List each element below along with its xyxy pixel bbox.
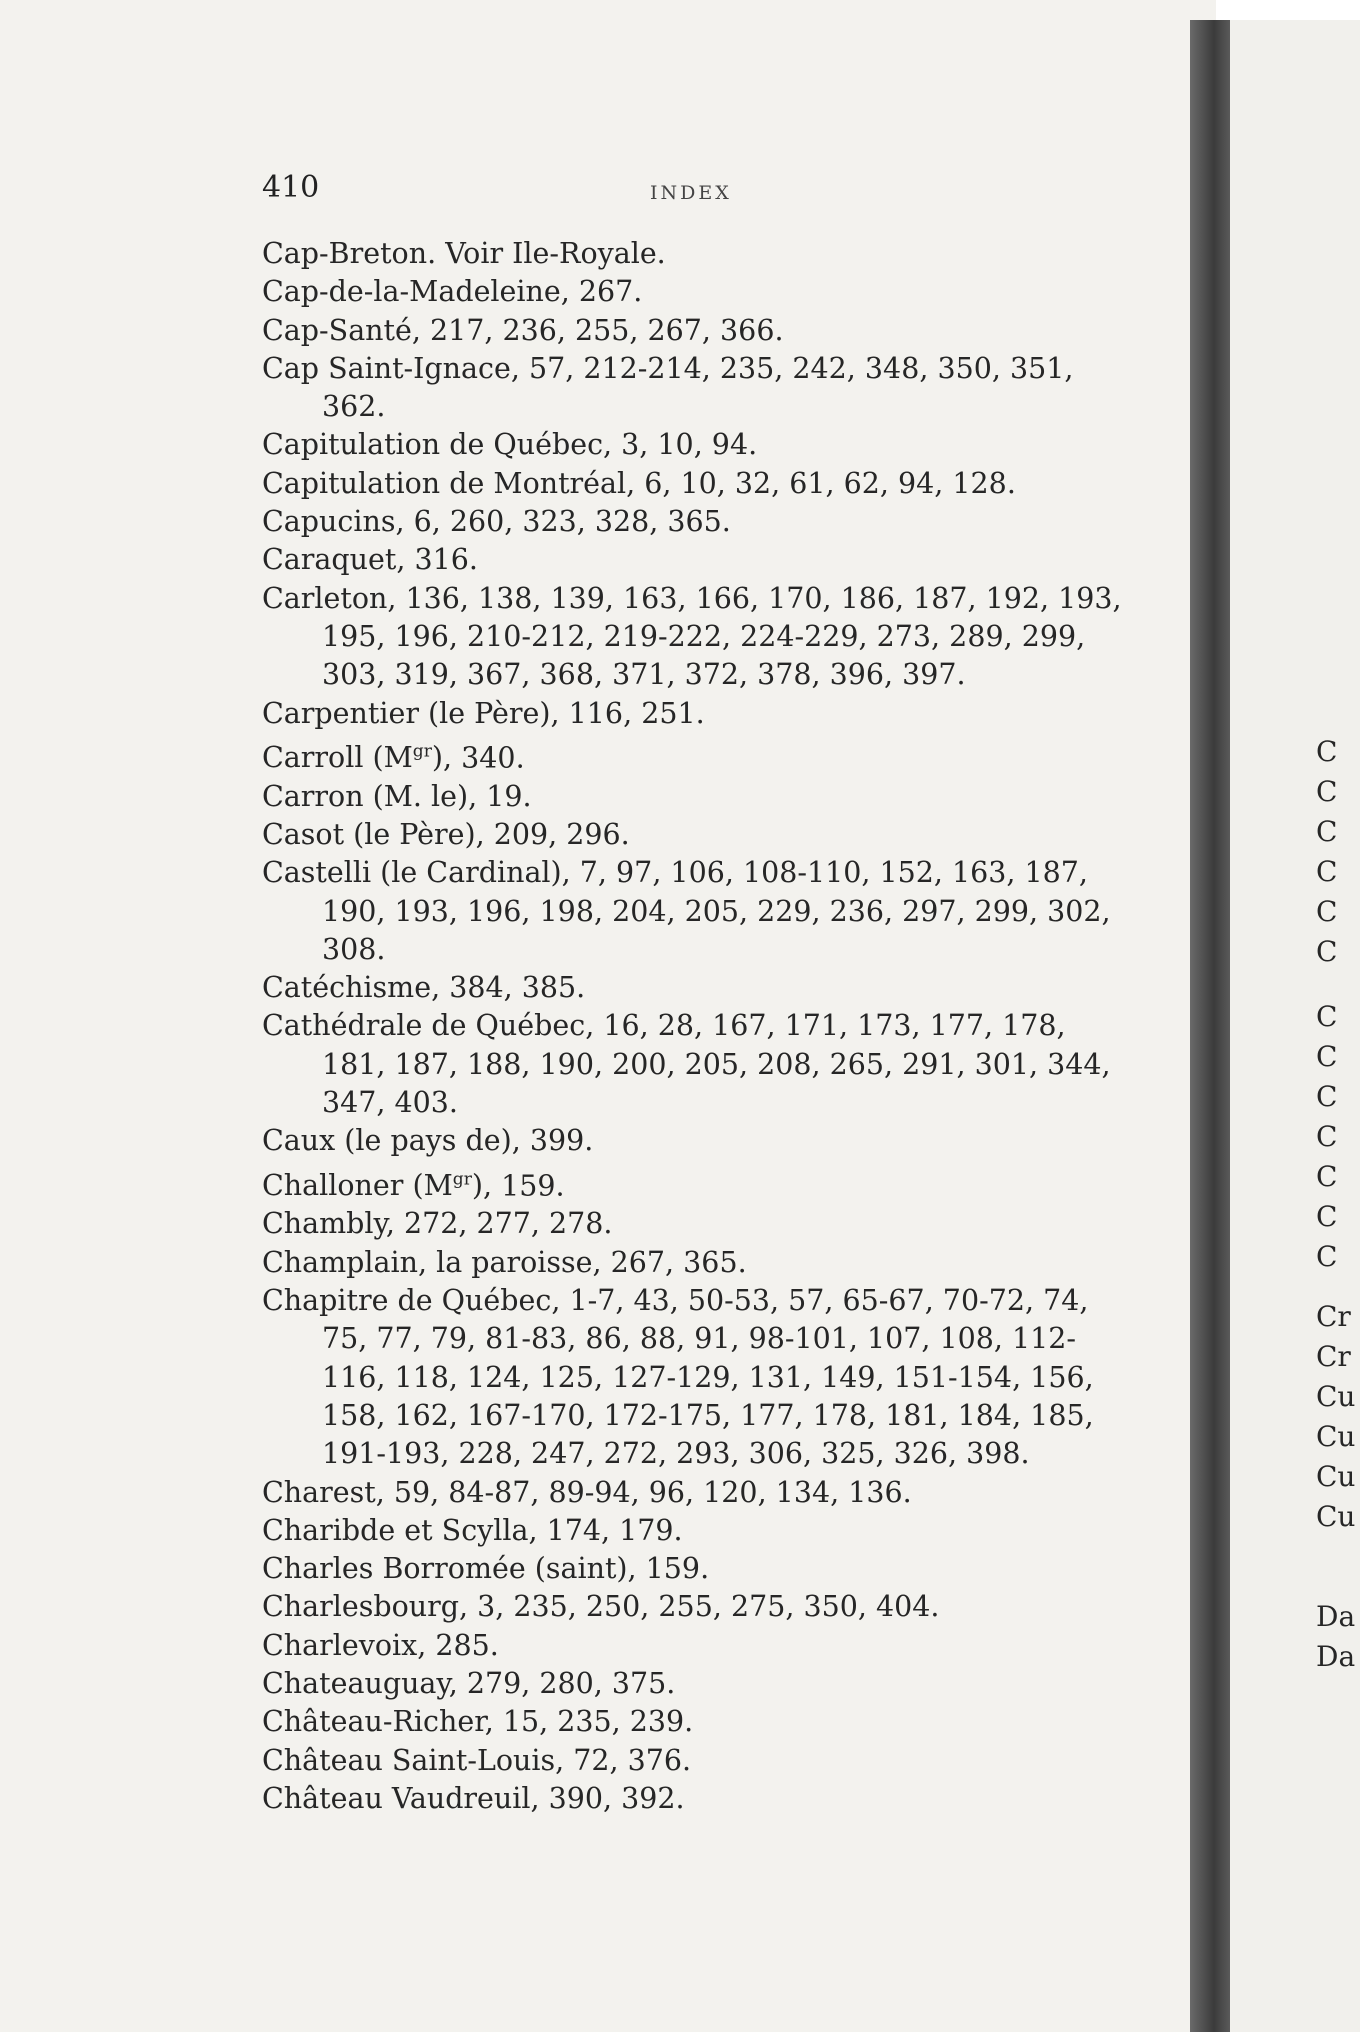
index-page-refs: 59, 84-87, 89-94, 96, 120, 134, 136.	[393, 1475, 912, 1509]
index-entry	[262, 1780, 1122, 1818]
facing-page-letter: Cu	[1316, 1460, 1356, 1493]
index-term: Charlevoix,	[262, 1628, 427, 1662]
index-entry	[262, 503, 1122, 541]
index-term: Castelli (le Cardinal),	[262, 856, 571, 890]
facing-page-letter: Da	[1316, 1640, 1356, 1673]
index-entry	[262, 778, 1122, 816]
index-entry	[262, 312, 1122, 350]
index-entry	[262, 1244, 1122, 1282]
index-entry	[262, 235, 1122, 273]
index-term: Challoner $(M^{gr})$,	[262, 1169, 493, 1203]
facing-page-letter: C	[1316, 1240, 1338, 1273]
index-term: Château-Richer,	[262, 1705, 494, 1739]
index-page-refs: 340.	[461, 741, 525, 775]
index-entry	[262, 854, 1122, 969]
index-entry	[262, 1627, 1122, 1665]
facing-page-letter: C	[1316, 1040, 1338, 1073]
index-page-refs: 285.	[435, 1628, 499, 1662]
index-entry	[262, 1742, 1122, 1780]
facing-page-letter: C	[1316, 735, 1338, 768]
index-page-refs: 57, 212-214, 235, 242, 348, 350, 351, 362.	[322, 351, 1074, 424]
facing-page-letter: C	[1316, 1200, 1338, 1233]
facing-page-letter: C	[1316, 855, 1338, 888]
page-number: 410	[262, 170, 320, 205]
facing-page-letter: Cr	[1316, 1300, 1351, 1333]
index-term: Carron (M. le),	[262, 779, 478, 813]
index-term: Caraquet,	[262, 543, 406, 577]
facing-page-letter: C	[1316, 1080, 1338, 1113]
index-page-refs: 217, 236, 255, 267, 366.	[429, 313, 784, 347]
index-page-refs: 3, 10, 94.	[621, 428, 758, 462]
index-entry	[262, 1588, 1122, 1626]
index-page-refs: 399.	[529, 1124, 594, 1158]
facing-page-letter: Cu	[1316, 1500, 1356, 1533]
index-term: Cap-Santé,	[262, 313, 421, 347]
facing-page-letter: Da	[1316, 1600, 1356, 1633]
index-page-refs: 209, 296.	[493, 817, 630, 851]
index-term: Chateauguay,	[262, 1666, 458, 1700]
facing-page-letter: C	[1316, 895, 1338, 928]
index-entry	[262, 541, 1122, 579]
index-entry	[262, 465, 1122, 503]
facing-page-letter: C	[1316, 1120, 1338, 1153]
index-term: Château Vaudreuil,	[262, 1781, 540, 1815]
facing-page-letter: C	[1316, 815, 1338, 848]
index-page-refs: 15, 235, 239.	[502, 1705, 694, 1739]
index-entry	[262, 1550, 1122, 1588]
index-entry	[262, 1474, 1122, 1512]
index-page-refs: 159.	[501, 1169, 565, 1203]
index-term: Cathédrale de Québec,	[262, 1009, 595, 1043]
index-term: Chapitre de Québec,	[262, 1284, 561, 1318]
index-term: Casot (le Père),	[262, 817, 485, 851]
index-entry	[262, 969, 1122, 1007]
index-term: Château Saint-Louis,	[262, 1743, 565, 1777]
index-entry	[262, 426, 1122, 464]
index-entry	[262, 1122, 1122, 1160]
index-entry	[262, 273, 1122, 311]
index-page-refs: 116, 251.	[568, 696, 705, 730]
index-term: Carleton,	[262, 581, 397, 615]
index-entry	[262, 1161, 1122, 1206]
index-page-refs: Voir Ile-Royale.	[445, 237, 666, 270]
index-page-refs: 72, 376.	[573, 1743, 692, 1777]
index-term: Catéchisme,	[262, 971, 441, 1005]
index-page-refs: 390, 392.	[548, 1781, 685, 1815]
index-page-refs: 159.	[645, 1552, 710, 1586]
index-page-refs: 272, 277, 278.	[403, 1207, 613, 1241]
index-page-refs: 136, 138, 139, 163, 166, 170, 186, 187, 192, 193, 195, 196, 210-212, 219-222, 224-229, 273, 289, 299, 303, 319, 367, 368, 371, 372, 378, 396, 397.	[322, 581, 1122, 692]
index-page-refs: 174, 179.	[546, 1513, 683, 1547]
index-page-refs: 3, 235, 250, 255, 275, 350, 404.	[477, 1590, 940, 1624]
index-term: Charles Borromée (saint),	[262, 1552, 637, 1586]
index-page-refs: 6, 10, 32, 61, 62, 94, 128.	[644, 466, 1016, 500]
facing-page-letter: C	[1316, 935, 1338, 968]
facing-page-fragments	[1316, 0, 1360, 2032]
index-page-refs: 267, 365.	[610, 1245, 747, 1279]
index-term: Carroll $(M^{gr})$,	[262, 741, 453, 775]
book-gutter	[1190, 20, 1230, 2032]
index-term: Charest,	[262, 1475, 385, 1509]
index-term: Cap Saint-Ignace,	[262, 351, 520, 385]
index-term: Chambly,	[262, 1207, 395, 1241]
index-term: Caux (le pays de),	[262, 1124, 521, 1158]
facing-page-letter: Cu	[1316, 1420, 1356, 1453]
index-entry	[262, 733, 1122, 778]
index-term: Charibde et Scylla,	[262, 1513, 538, 1547]
index-entry	[262, 1512, 1122, 1550]
facing-page-letter: Cr	[1316, 1340, 1351, 1373]
facing-page-letter: Cu	[1316, 1380, 1356, 1413]
index-entry	[262, 1703, 1122, 1741]
index-entry	[262, 1205, 1122, 1243]
index-term: Capitulation de Montréal,	[262, 466, 636, 500]
index-page-refs: 267.	[578, 275, 643, 309]
index-entry	[262, 350, 1122, 427]
facing-page-letter: C	[1316, 1000, 1338, 1033]
index-term: Carpentier (le Père),	[262, 696, 560, 730]
index-entry	[262, 695, 1122, 733]
facing-page-letter: C	[1316, 775, 1338, 808]
index-term: Capucins,	[262, 505, 405, 539]
index-entries	[262, 235, 1122, 1818]
index-page-refs: 16, 28, 167, 171, 173, 177, 178, 181, 187, 188, 190, 200, 205, 208, 265, 291, 301, 344, 347, 403.	[322, 1009, 1111, 1120]
index-page-refs: 384, 385.	[449, 971, 586, 1005]
index-page-refs: 279, 280, 375.	[466, 1666, 676, 1700]
index-term: Charlesbourg,	[262, 1590, 469, 1624]
index-page-refs: 316.	[414, 543, 478, 577]
index-entry	[262, 580, 1122, 695]
index-term: Capitulation de Québec,	[262, 428, 613, 462]
index-page-refs: 1-7, 43, 50-53, 57, 65-67, 70-72, 74, 75, 77, 79, 81-83, 86, 88, 91, 98-101, 107, 108, 112-116, 118, 124, 125, 127-129, 131, 149, 151-154, 156, 158, 162, 167-170, 172-175, 177, 178, 181, 184, 185, 191-193, 228, 247, 272, 293, 306, 325, 326, 398.	[322, 1284, 1094, 1471]
index-entry	[262, 1007, 1122, 1122]
index-entry	[262, 816, 1122, 854]
index-page-refs: 7, 97, 106, 108-110, 152, 163, 187, 190, 193, 196, 198, 204, 205, 229, 236, 297, 299, 302, 308.	[322, 856, 1111, 966]
index-page-refs: 6, 260, 323, 328, 365.	[413, 505, 731, 539]
index-entry	[262, 1665, 1122, 1703]
running-head: INDEX	[650, 182, 732, 204]
index-term: Cap-Breton.	[262, 237, 437, 270]
index-entry	[262, 1282, 1122, 1473]
facing-page-letter: C	[1316, 1160, 1338, 1193]
index-term: Cap-de-la-Madeleine,	[262, 275, 570, 309]
index-page-refs: 19.	[486, 779, 532, 813]
index-term: Champlain, la paroisse,	[262, 1245, 602, 1279]
